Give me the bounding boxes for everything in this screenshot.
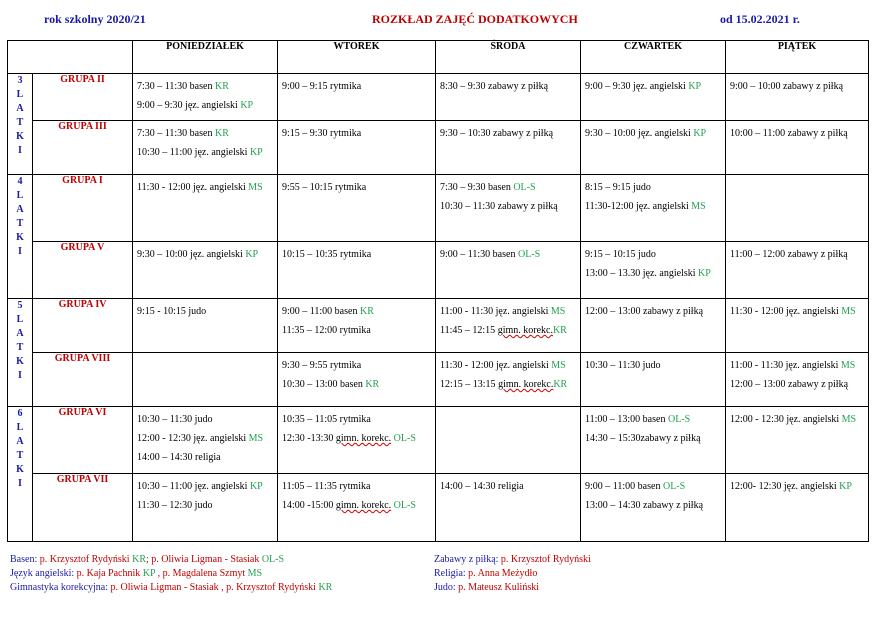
- legend-line: [10, 567, 332, 581]
- schedule-cell: [436, 175, 581, 242]
- schedule-entry: 11:30 - 12:00 jęz. angielski MS: [137, 182, 263, 193]
- age-letter: T: [16, 218, 24, 229]
- schedule-entry: 13:00 – 13.30 jęz. angielski KP: [585, 268, 711, 279]
- group-row: [8, 242, 869, 299]
- legend-text: , p. Magdalena Szmyt: [155, 568, 248, 579]
- schedule-cell: [278, 121, 436, 175]
- group-name: GRUPA V: [33, 242, 133, 299]
- day-header: ŚRODA: [436, 41, 581, 74]
- corner-cell: [8, 41, 133, 74]
- schedule-entry: 13:00 – 14:30 zabawy z piłką: [585, 500, 704, 511]
- instructor-code: MS: [841, 306, 856, 317]
- schedule-entry: 9:30 – 10:00 jęz. angielski KP: [585, 128, 707, 139]
- schedule-entry: 10:30 – 13:00 basen KR: [282, 379, 380, 390]
- legend-text: p. Mateusz Kuliński: [455, 582, 539, 593]
- age-letter: I: [18, 478, 22, 489]
- school-year: rok szkolny 2020/21: [44, 12, 146, 26]
- schedule-entry: 9:00 – 10:00 zabawy z piłką: [730, 81, 844, 92]
- legend-text: ; p. Oliwia Ligman - Stasiak: [146, 554, 262, 565]
- schedule-cell: [278, 407, 436, 474]
- schedule-entry: 8:15 – 9:15 judo: [585, 182, 651, 193]
- group-row: [8, 353, 869, 407]
- group-name: GRUPA IV: [33, 299, 133, 353]
- instructor-code: OL-S: [517, 249, 541, 260]
- schedule-entry: 11:00 - 11:30 jęz. angielski MS: [730, 360, 856, 371]
- schedule-entry: 14:30 – 15:30zabawy z piłką: [585, 433, 701, 444]
- schedule-cell: [726, 242, 869, 299]
- legend-label: Religia:: [434, 568, 466, 579]
- age-letter: L: [16, 89, 24, 100]
- legend-code: MS: [247, 568, 263, 579]
- legend-text: p. Anna Meżydło: [465, 568, 538, 579]
- schedule-cell: [133, 474, 278, 542]
- instructor-code: MS: [550, 306, 566, 317]
- schedule-entry: 11:35 – 12:00 rytmika: [282, 325, 371, 336]
- instructor-code: MS: [841, 414, 857, 425]
- schedule-cell: [726, 299, 869, 353]
- schedule-entry: 9:15 – 10:15 judo: [585, 249, 656, 260]
- page-title: ROZKŁAD ZAJĘĆ DODATKOWYCH: [372, 12, 578, 26]
- group-name: GRUPA III: [33, 121, 133, 175]
- schedule-cell: [436, 242, 581, 299]
- legend-left: [10, 553, 332, 595]
- age-letter: I: [18, 145, 22, 156]
- age-letter: 6: [17, 408, 23, 419]
- schedule-cell: [726, 407, 869, 474]
- age-group-label: [8, 407, 33, 542]
- day-header: PONIEDZIAŁEK: [133, 41, 278, 74]
- legend-label: Basen:: [10, 554, 38, 565]
- group-row: [8, 407, 869, 474]
- schedule-cell: [436, 407, 581, 474]
- schedule-entry: 10:30 – 11:00 jęz. angielski KP: [137, 147, 263, 158]
- schedule-entry: 9:00 – 11:00 basen KR: [282, 306, 374, 317]
- schedule-entry: 8:30 – 9:30 zabawy z piłką: [440, 81, 549, 92]
- schedule-entry: 9:00 – 11:30 basen OL-S: [440, 249, 541, 260]
- instructor-code: KP: [249, 147, 263, 158]
- schedule-entry: 10:35 – 11:05 rytmika: [282, 414, 371, 425]
- schedule-cell: [133, 299, 278, 353]
- schedule-entry: 9:00 – 9:30 jęz. angielski KP: [137, 100, 254, 111]
- legend-line: [434, 553, 591, 567]
- effective-date: od 15.02.2021 r.: [720, 12, 800, 26]
- schedule-cell: [278, 242, 436, 299]
- schedule-entry: 12:00 – 13:00 zabawy z piłką: [585, 306, 704, 317]
- schedule-cell: [581, 299, 726, 353]
- age-letter: K: [16, 232, 24, 243]
- schedule-entry: 11:30-12:00 jęz. angielski MS: [585, 201, 706, 212]
- group-row: [8, 74, 869, 121]
- legend-line: [434, 581, 591, 595]
- instructor-code: KR: [365, 379, 380, 390]
- group-row: [8, 175, 869, 242]
- schedule-entry: 12:00 - 12:30 jęz. angielski MS: [730, 414, 857, 425]
- schedule-cell: [581, 474, 726, 542]
- age-letter: L: [16, 190, 24, 201]
- day-header-row: [8, 41, 869, 74]
- instructor-code: KR: [214, 128, 229, 139]
- legend-code: KP: [142, 568, 156, 579]
- legend-label: Judo:: [434, 582, 456, 593]
- schedule-entry: 10:00 – 11:00 zabawy z piłką: [730, 128, 848, 139]
- schedule-entry: 9:55 – 10:15 rytmika: [282, 182, 367, 193]
- age-letter: K: [16, 464, 24, 475]
- schedule-cell: [726, 121, 869, 175]
- schedule-cell: [726, 353, 869, 407]
- schedule-entry: 11:30 - 12:00 jęz. angielski MS: [730, 306, 856, 317]
- age-group-label: [8, 175, 33, 299]
- schedule-entry: 7:30 – 9:30 basen OL-S: [440, 182, 536, 193]
- age-letter: I: [18, 370, 22, 381]
- age-letter: T: [16, 450, 24, 461]
- schedule-entry: 14:00 – 14:30 religia: [440, 481, 524, 492]
- schedule-entry: 14:00 – 14:30 religia: [137, 452, 221, 463]
- legend-code: KR: [318, 582, 333, 593]
- schedule-cell: [133, 74, 278, 121]
- age-letter: 3: [17, 75, 23, 86]
- schedule-cell: [726, 175, 869, 242]
- legend-label: Zabawy z piłką:: [434, 554, 499, 565]
- legend-label: Język angielski:: [10, 568, 75, 579]
- age-letter: 4: [17, 176, 23, 187]
- group-name: GRUPA VII: [33, 474, 133, 542]
- instructor-code: OL-S: [393, 500, 416, 511]
- instructor-code: KR: [359, 306, 374, 317]
- schedule-entry: 9:30 – 9:55 rytmika: [282, 360, 362, 371]
- instructor-code: KR: [553, 379, 568, 390]
- age-letter: I: [18, 246, 22, 257]
- legend-label: Gimnastyka korekcyjna:: [10, 582, 109, 593]
- schedule-entry: 11:00 - 11:30 jęz. angielski MS: [440, 306, 566, 317]
- instructor-code: KP: [698, 268, 711, 279]
- schedule-entry: 9:15 - 10:15 judo: [137, 306, 207, 317]
- schedule-cell: [278, 175, 436, 242]
- legend-right: [434, 553, 591, 595]
- schedule-entry: 7:30 – 11:30 basen KR: [137, 81, 229, 92]
- group-row: [8, 299, 869, 353]
- schedule-entry: 10:15 – 10:35 rytmika: [282, 249, 372, 260]
- schedule-entry: 14:00 -15:00 gimn. korekc. OL-S: [282, 500, 416, 511]
- schedule-table: [7, 40, 869, 542]
- instructor-code: MS: [691, 201, 706, 212]
- schedule-entry: 9:00 – 9:30 jęz. angielski KP: [585, 81, 702, 92]
- age-group-label: [8, 299, 33, 407]
- instructor-code: OL-S: [667, 414, 691, 425]
- schedule-entry: 9:15 – 9:30 rytmika: [282, 128, 362, 139]
- instructor-code: KP: [839, 481, 852, 492]
- schedule-entry: 11:05 – 11:35 rytmika: [282, 481, 371, 492]
- instructor-code: KP: [688, 81, 702, 92]
- schedule-entry: 11:00 – 13:00 basen OL-S: [585, 414, 691, 425]
- group-name: GRUPA VIII: [33, 353, 133, 407]
- schedule-cell: [581, 175, 726, 242]
- schedule-entry: 12:00 - 12:30 jęz. angielski MS: [137, 433, 264, 444]
- legend-line: [10, 581, 332, 595]
- schedule-entry: 10:30 – 11:30 judo: [137, 414, 213, 425]
- schedule-cell: [436, 474, 581, 542]
- age-letter: A: [16, 328, 24, 339]
- instructor-code: OL-S: [393, 433, 416, 444]
- schedule-cell: [133, 242, 278, 299]
- instructor-code: KP: [249, 481, 263, 492]
- schedule-cell: [278, 353, 436, 407]
- schedule-cell: [726, 74, 869, 121]
- age-letter: T: [16, 342, 24, 353]
- group-name: GRUPA II: [33, 74, 133, 121]
- age-group-label: [8, 74, 33, 175]
- instructor-code: MS: [840, 360, 856, 371]
- schedule-entry: 11:30 - 12:00 jęz. angielski MS: [440, 360, 566, 371]
- legend-line: [434, 567, 591, 581]
- group-row: [8, 121, 869, 175]
- legend-line: [10, 553, 332, 567]
- schedule-cell: [133, 175, 278, 242]
- schedule-cell: [436, 121, 581, 175]
- age-letter: 5: [17, 300, 23, 311]
- schedule-entry: 12:30 -13:30 gimn. korekc. OL-S: [282, 433, 416, 444]
- day-header: WTOREK: [278, 41, 436, 74]
- schedule-entry: 12:00- 12:30 jęz. angielski KP: [730, 481, 852, 492]
- schedule-entry: 11:30 – 12:30 judo: [137, 500, 213, 511]
- schedule-cell: [581, 121, 726, 175]
- legend-code: OL-S: [261, 554, 285, 565]
- age-letter: A: [16, 204, 24, 215]
- legend-text: p. Kaja Pachnik: [74, 568, 143, 579]
- schedule-cell: [436, 299, 581, 353]
- day-header: PIĄTEK: [726, 41, 869, 74]
- schedule-cell: [133, 353, 278, 407]
- schedule-cell: [133, 121, 278, 175]
- schedule-cell: [133, 407, 278, 474]
- schedule-cell: [726, 474, 869, 542]
- schedule-entry: 9:30 – 10:00 jęz. angielski KP: [137, 249, 259, 260]
- age-letter: L: [16, 314, 24, 325]
- instructor-code: KR: [552, 325, 567, 336]
- age-letter: K: [16, 131, 24, 142]
- age-letter: A: [16, 436, 24, 447]
- schedule-entry: 10:30 – 11:30 zabawy z piłką: [440, 201, 558, 212]
- schedule-entry: 9:30 – 10:30 zabawy z piłką: [440, 128, 554, 139]
- age-letter: A: [16, 103, 24, 114]
- instructor-code: OL-S: [513, 182, 536, 193]
- instructor-code: MS: [248, 433, 264, 444]
- schedule-cell: [581, 407, 726, 474]
- schedule-entry: 11:00 – 12:00 zabawy z piłką: [730, 249, 848, 260]
- instructor-code: KP: [693, 128, 707, 139]
- instructor-code: OL-S: [662, 481, 686, 492]
- instructor-code: KR: [214, 81, 229, 92]
- schedule-cell: [581, 74, 726, 121]
- age-letter: L: [16, 422, 24, 433]
- schedule-entry: 12:15 – 13:15 gimn. korekc.KR: [440, 379, 568, 390]
- schedule-entry: 12:00 – 13:00 zabawy z piłką: [730, 379, 849, 390]
- instructor-code: MS: [248, 182, 263, 193]
- group-name: GRUPA I: [33, 175, 133, 242]
- instructor-code: MS: [551, 360, 566, 371]
- schedule-cell: [278, 74, 436, 121]
- schedule-cell: [278, 299, 436, 353]
- schedule-entry: 10:30 – 11:00 jęz. angielski KP: [137, 481, 263, 492]
- schedule-entry: 11:45 – 12:15 gimn. korekc.KR: [440, 325, 567, 336]
- schedule-entry: 9:00 – 9:15 rytmika: [282, 81, 362, 92]
- legend-text: p. Krzysztof Rydyński: [37, 554, 133, 565]
- instructor-code: KP: [240, 100, 254, 111]
- instructor-code: KP: [245, 249, 259, 260]
- schedule-entry: 9:00 – 11:00 basen OL-S: [585, 481, 686, 492]
- age-letter: T: [16, 117, 24, 128]
- schedule-entry: 10:30 – 11:30 judo: [585, 360, 661, 371]
- group-row: [8, 474, 869, 542]
- schedule-cell: [436, 353, 581, 407]
- group-name: GRUPA VI: [33, 407, 133, 474]
- legend-text: p. Oliwia Ligman - Stasiak , p. Krzysztof Rydyński: [108, 582, 319, 593]
- legend-code: KR: [132, 554, 146, 565]
- day-header: CZWARTEK: [581, 41, 726, 74]
- schedule-cell: [581, 353, 726, 407]
- schedule-cell: [436, 74, 581, 121]
- schedule-entry: 7:30 – 11:30 basen KR: [137, 128, 229, 139]
- age-letter: K: [16, 356, 24, 367]
- schedule-cell: [581, 242, 726, 299]
- schedule-cell: [278, 474, 436, 542]
- legend-text: p. Krzysztof Rydyński: [498, 554, 591, 565]
